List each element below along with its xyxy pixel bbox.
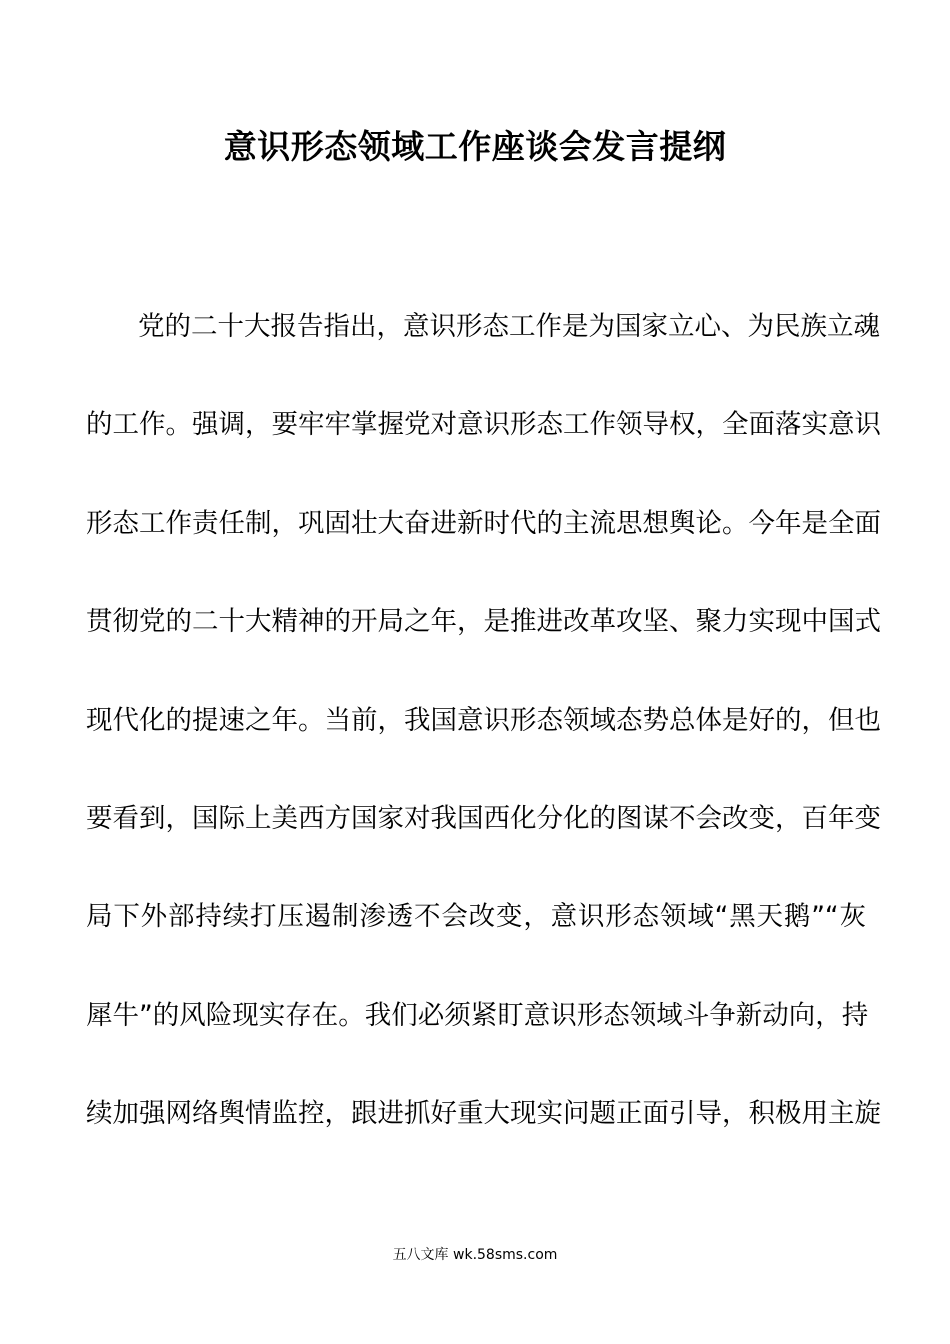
paragraph-line: 形态工作责任制，巩固壮大奋进新时代的主流思想舆论。今年是全面 <box>86 507 881 539</box>
paragraph-line: 局下外部持续打压遏制渗透不会改变，意识形态领域“黑天鹅”“灰 <box>86 901 866 933</box>
paragraph-line: 贯彻党的二十大精神的开局之年，是推进改革攻坚、聚力实现中国式 <box>86 606 881 638</box>
paragraph-line: 犀牛”的风险现实存在。我们必须紧盯意识形态领域斗争新动向，持 <box>86 999 869 1031</box>
paragraph-line: 续加强网络舆情监控，跟进抓好重大现实问题正面引导，积极用主旋 <box>86 1098 881 1130</box>
document-title: 意识形态领域工作座谈会发言提纲 <box>223 127 727 166</box>
footer-watermark: 五八文库 wk.58sms.com <box>392 1247 558 1263</box>
paragraph-line: 要看到，国际上美西方国家对我国西化分化的图谋不会改变，百年变 <box>86 802 881 834</box>
paragraph-line: 现代化的提速之年。当前，我国意识形态领域态势总体是好的，但也 <box>86 704 881 736</box>
paragraph-line: 的工作。强调，要牢牢掌握党对意识形态工作领导权，全面落实意识 <box>86 409 881 441</box>
paragraph-line: 党的二十大报告指出，意识形态工作是为国家立心、为民族立魂 <box>138 311 880 342</box>
document-body <box>86 300 881 1186</box>
